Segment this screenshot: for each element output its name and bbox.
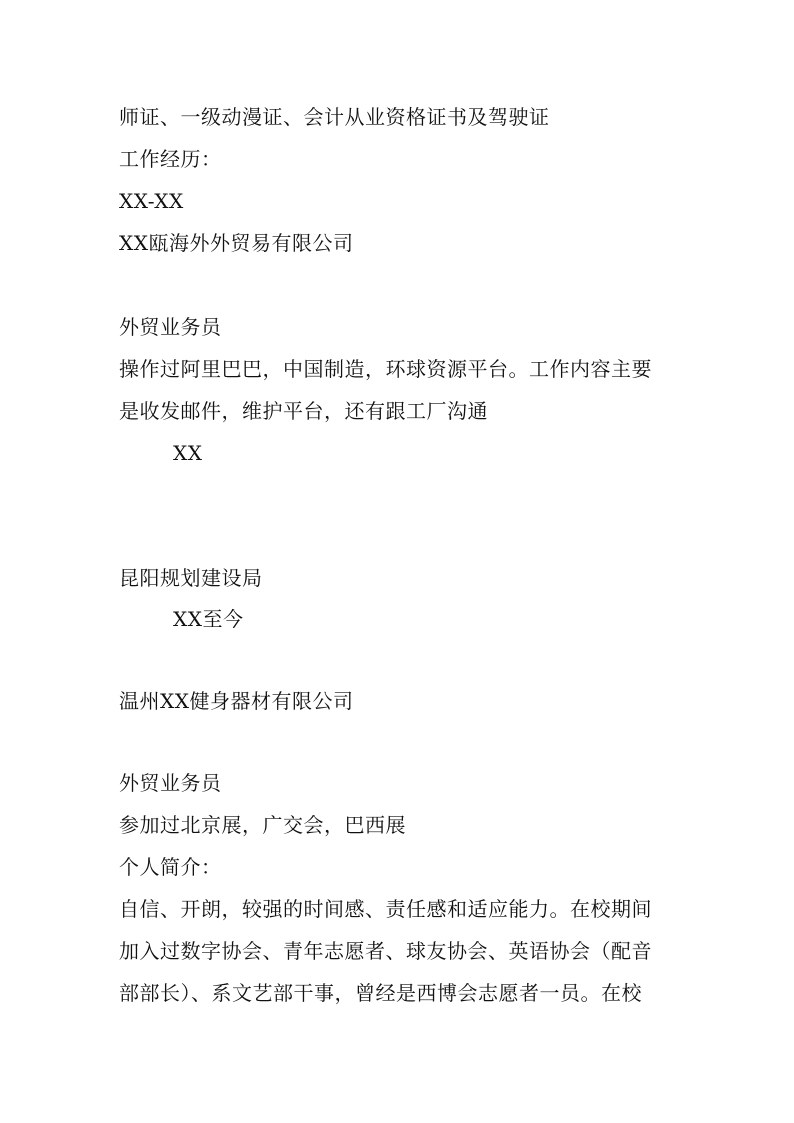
text-line-profile-2: 加入过数字协会、青年志愿者、球友协会、英语协会（配音 [119,939,652,963]
text-line-profile-heading: 个人简介： [119,855,222,879]
text-line-xx: XX [173,441,203,465]
text-line-position-1: 外贸业务员 [119,315,222,339]
text-line-position-2: 外贸业务员 [119,771,222,795]
text-line-work-experience-heading: 工作经历： [119,147,222,171]
text-line-profile-1: 自信、开朗，较强的时间感、责任感和适应能力。在校期间 [119,897,652,921]
text-line-duties-2: 是收发邮件，维护平台，还有跟工厂沟通 [119,399,488,423]
text-line-exhibitions: 参加过北京展，广交会，巴西展 [119,813,406,837]
text-line-duties-1: 操作过阿里巴巴，中国制造，环球资源平台。工作内容主要 [119,357,652,381]
text-line-company-1: XX瓯海外外贸易有限公司 [119,231,354,255]
text-line-organization: 昆阳规划建设局 [119,566,263,590]
text-line-date-range: XX-XX [119,189,184,213]
text-line-date-present: XX至今 [173,607,244,631]
text-line-certificates: 师证、一级动漫证、会计从业资格证书及驾驶证 [119,105,550,129]
text-line-profile-3: 部部长）、系文艺部干事，曾经是西博会志愿者一员。在校 [119,981,642,1005]
text-line-company-2: 温州XX健身器材有限公司 [119,689,354,713]
